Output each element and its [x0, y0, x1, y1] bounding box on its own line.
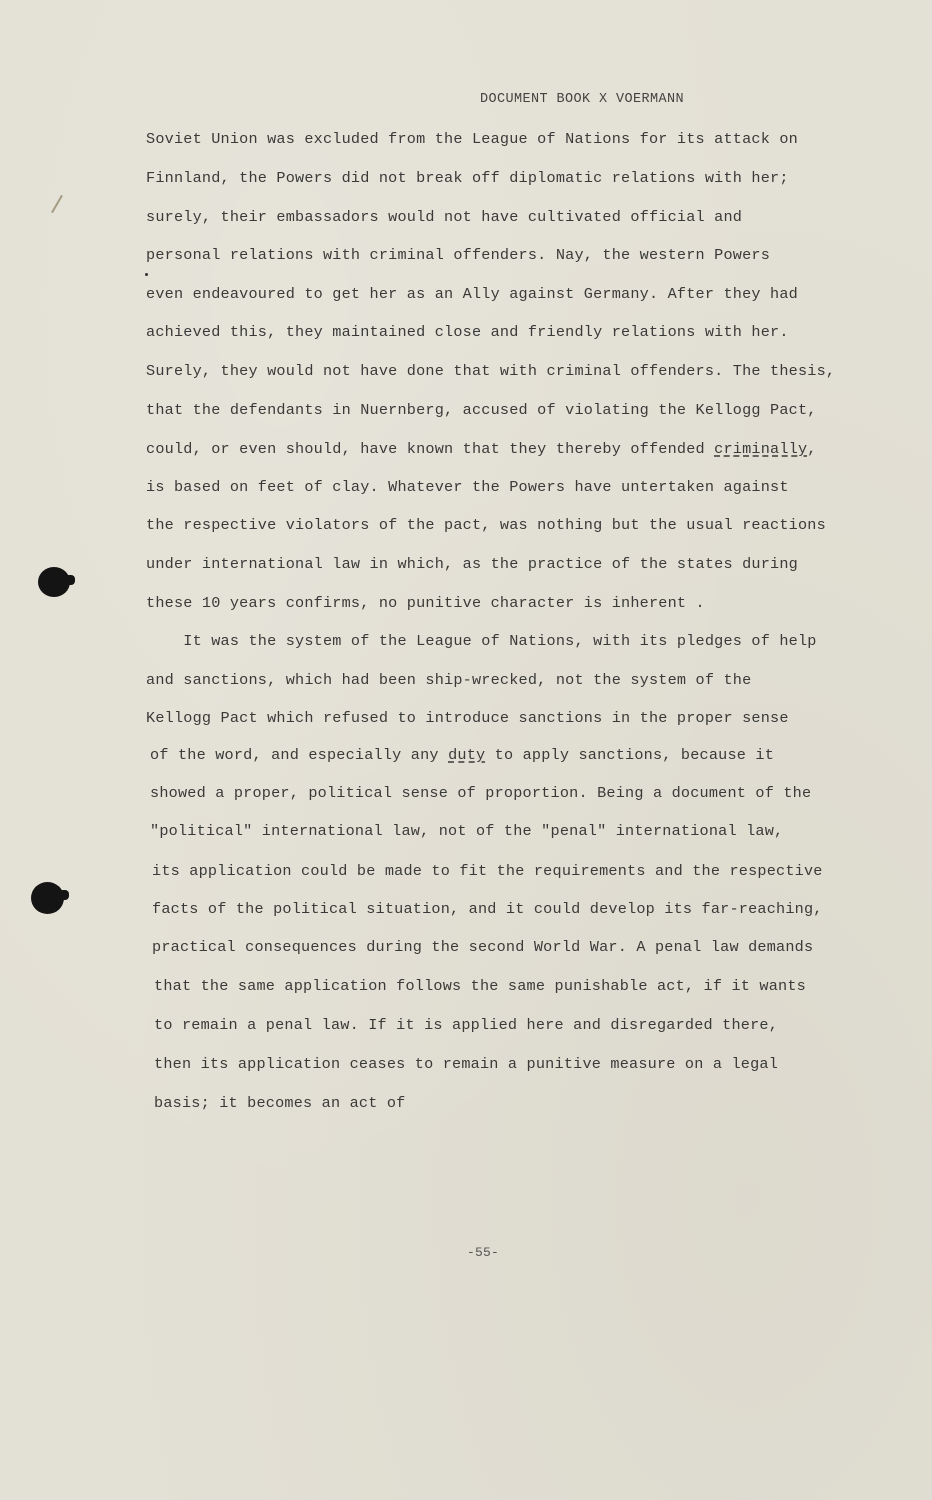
text-line: showed a proper, political sense of proportion. Being a document of the: [150, 784, 812, 802]
text-line: [146, 440, 817, 458]
text-line: then its application ceases to remain a punitive measure on a legal: [154, 1055, 779, 1073]
text-line: practical consequences during the second World War. A penal law demands: [152, 938, 814, 956]
underlined-word: criminally: [714, 440, 808, 458]
margin-dot-mark: [145, 273, 148, 276]
text-line: surely, their embassadors would not have cultivated official and: [146, 208, 743, 226]
text-line: Soviet Union was excluded from the League of Nations for its attack on: [146, 130, 798, 148]
text-line: that the defendants in Nuernberg, accused of violating the Kellogg Pact,: [146, 401, 817, 419]
punch-hole-icon: [31, 882, 64, 914]
text-line: personal relations with criminal offenders. Nay, the western Powers: [146, 246, 771, 264]
text-line: basis; it becomes an act of: [154, 1094, 406, 1112]
text-line: Surely, they would not have done that with criminal offenders. The thesis,: [146, 362, 836, 380]
text-line: Finnland, the Powers did not break off diplomatic relations with her;: [146, 169, 789, 187]
text-line: is based on feet of clay. Whatever the Powers have untertaken against: [146, 478, 789, 496]
punch-hole-icon: [38, 567, 70, 597]
text-segment: could, or even should, have known that they thereby offended: [146, 440, 715, 458]
text-line: to remain a penal law. If it is applied here and disregarded there,: [154, 1016, 779, 1034]
text-line: its application could be made to fit the requirements and the respective: [152, 862, 823, 880]
text-line: that the same application follows the same punishable act, if it wants: [154, 977, 806, 995]
text-line: the respective violators of the pact, was nothing but the usual reactions: [146, 516, 826, 534]
text-line: facts of the political situation, and it could develop its far-reaching,: [152, 900, 823, 918]
text-line: [150, 746, 774, 764]
text-line: under international law in which, as the practice of the states during: [146, 555, 798, 573]
text-segment: to apply sanctions, because it: [485, 746, 775, 764]
text-line: achieved this, they maintained close and friendly relations with her.: [146, 323, 789, 341]
text-line: even endeavoured to get her as an Ally against Germany. After they had: [146, 285, 798, 303]
margin-pencil-mark: [51, 195, 63, 213]
document-header: DOCUMENT BOOK X VOERMANN: [480, 92, 685, 107]
text-line: Kellogg Pact which refused to introduce sanctions in the proper sense: [146, 709, 789, 727]
underlined-word: duty: [448, 746, 486, 764]
page-number: -55-: [467, 1245, 500, 1260]
text-line: and sanctions, which had been ship-wrecked, not the system of the: [146, 671, 752, 689]
text-line: these 10 years confirms, no punitive character is inherent .: [146, 594, 705, 612]
text-line: "political" international law, not of the "penal" international law,: [150, 822, 784, 840]
text-segment: of the word, and especially any: [150, 746, 449, 764]
text-line: It was the system of the League of Nations, with its pledges of help: [146, 632, 817, 650]
text-segment: ,: [807, 440, 817, 458]
